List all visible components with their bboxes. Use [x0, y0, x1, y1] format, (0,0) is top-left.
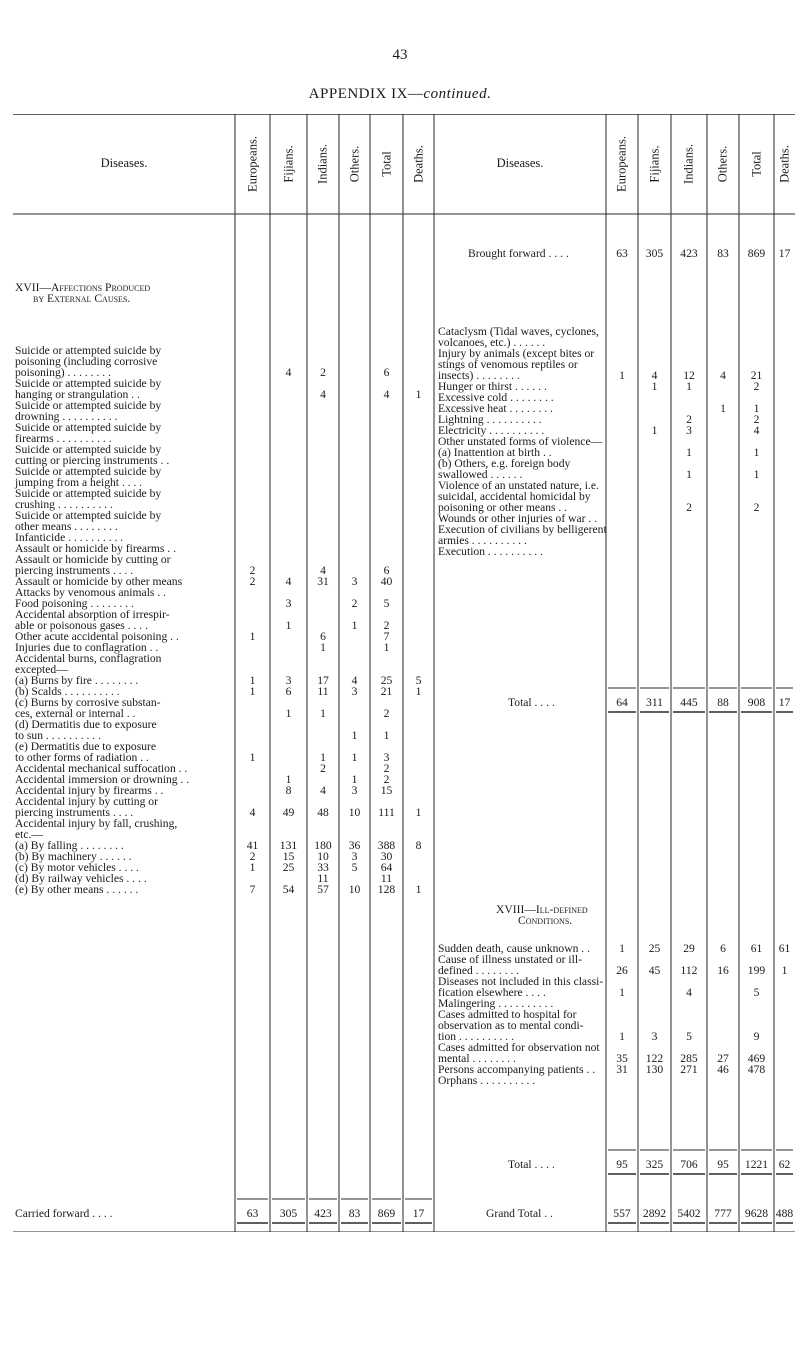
- table-row-label: (e) By other means . . . . . .: [15, 883, 139, 896]
- table-row-value: 199: [747, 964, 766, 977]
- table-row-value: 3: [651, 1030, 658, 1043]
- carried-forward-row-value: 305: [279, 1207, 298, 1220]
- table-row-value: 6: [320, 630, 326, 643]
- table-row-value: 2: [320, 762, 326, 775]
- table-row-label: Suicide or attempted suicide by: [15, 399, 162, 412]
- heading-main: APPENDIX IX—: [308, 86, 424, 102]
- table-row-value: 478: [747, 1063, 766, 1076]
- table-row-label: to sun . . . . . . . . . .: [15, 729, 101, 742]
- column-header-label: Others.: [715, 145, 730, 183]
- table-row-value: 5: [415, 674, 422, 687]
- table-row-value: 1: [651, 424, 658, 437]
- table-row-value: 11: [380, 872, 393, 885]
- table-row-value: 4: [285, 575, 292, 588]
- column-header-label: Deaths.: [411, 145, 425, 183]
- section-title: by External Causes.: [33, 292, 131, 305]
- table-row-value: 4: [753, 424, 760, 437]
- table-row-label: stings of venomous reptiles or: [438, 358, 578, 371]
- table-row-value: 25: [380, 674, 393, 687]
- total-row-value: 311: [646, 696, 663, 709]
- table-row-label: piercing instruments . . . .: [15, 806, 134, 819]
- table-row-label: other means . . . . . . . .: [15, 520, 118, 533]
- brought-forward-row-value: 63: [616, 247, 628, 260]
- table-row-label: excepted—: [15, 663, 68, 676]
- table-row-label: (d) By railway vehicles . . . .: [15, 872, 147, 885]
- table-row-value: 1: [619, 1030, 625, 1043]
- table-row-label: Persons accompanying patients . .: [438, 1063, 596, 1076]
- table-row-value: 111: [378, 806, 395, 819]
- table-row-label: Other unstated forms of violence—: [438, 435, 603, 448]
- table-row-value: 11: [317, 685, 329, 698]
- total-row-value: 64: [616, 696, 628, 709]
- table-row-value: 1: [781, 964, 788, 977]
- total-row-value: 17: [778, 696, 791, 709]
- table-row-value: 25: [648, 942, 661, 955]
- total-row-value: 95: [616, 1158, 628, 1171]
- table-row-label: swallowed . . . . . .: [438, 468, 523, 481]
- table-row-value: 6: [285, 685, 292, 698]
- table-row-value: 1: [351, 619, 358, 632]
- brought-forward-row-label: Brought forward . . . .: [468, 247, 569, 260]
- total-row-label: Total . . . .: [508, 696, 555, 709]
- table-row-value: 49: [282, 806, 295, 819]
- column-header-label: Total: [749, 151, 763, 177]
- table-row-value: 2: [753, 380, 760, 393]
- total-row-value: 325: [645, 1158, 664, 1171]
- table-row-value: 2: [249, 564, 256, 577]
- table-row-label: crushing . . . . . . . . . .: [15, 498, 113, 511]
- table-row-label: Accidental immersion or drowning . .: [15, 773, 190, 786]
- table-row-label: Accidental absorption of irrespir-: [15, 608, 170, 621]
- grand-total-row-label: Grand Total . .: [486, 1207, 553, 1220]
- column-header-label: Others.: [347, 145, 361, 183]
- table-row-value: 388: [377, 839, 396, 852]
- table-row-value: 112: [680, 964, 698, 977]
- table-row-label: Suicide or attempted suicide by: [15, 344, 162, 357]
- table-row-value: 469: [747, 1052, 766, 1065]
- table-row-value: 2: [383, 619, 390, 632]
- table-row-value: 1: [619, 986, 625, 999]
- page-number: 43: [392, 47, 408, 63]
- carried-forward-row-value: 869: [377, 1207, 396, 1220]
- table-row-value: 1: [686, 380, 692, 393]
- table-row-value: 6: [720, 942, 726, 955]
- table-row-value: 21: [750, 369, 763, 382]
- table-row-value: 8: [285, 784, 292, 797]
- table-row-value: 4: [320, 564, 326, 577]
- total-row-value: 445: [680, 696, 698, 709]
- table-row-label: Injuries due to conflagration . .: [15, 641, 159, 654]
- brought-forward-row-value: 869: [747, 247, 766, 260]
- table-row-value: 2: [351, 597, 358, 610]
- total-row-value: 1221: [744, 1158, 769, 1171]
- table-row-label: poisoning (including corrosive: [15, 355, 158, 368]
- column-header: [606, 114, 638, 214]
- table-row-label: poisoning or other means . .: [438, 501, 568, 514]
- table-row-label: Assault or homicide by other means: [15, 575, 183, 588]
- table-row-value: 31: [616, 1063, 628, 1076]
- heading-continued: continued.: [423, 86, 492, 102]
- table-row-label: Assault or homicide by firearms . .: [15, 542, 176, 555]
- table-row-value: 130: [645, 1063, 664, 1076]
- table-row-label: Accidental injury by firearms . .: [15, 784, 164, 797]
- table-row-value: 1: [249, 861, 256, 874]
- table-row-value: 4: [249, 806, 256, 819]
- table-row-value: 41: [246, 839, 259, 852]
- table-row-value: 1: [351, 751, 358, 764]
- table-row-value: 271: [680, 1063, 698, 1076]
- table-row-value: 26: [616, 964, 628, 977]
- total-row-label: Total . . . .: [508, 1158, 555, 1171]
- table-row-value: 1: [753, 468, 760, 481]
- table-row-value: 33: [317, 861, 329, 874]
- table-row-label: suicidal, accidental homicidal by: [438, 490, 591, 503]
- table-row-value: 1: [383, 729, 390, 742]
- table-row-value: 3: [686, 424, 692, 437]
- table-row-value: 4: [720, 369, 726, 382]
- table-row-label: Infanticide . . . . . . . . . .: [15, 531, 124, 544]
- table-row-label: Suicide or attempted suicide by: [15, 487, 162, 500]
- table-row-label: able or poisonous gases . . . .: [15, 619, 148, 632]
- column-header: [370, 114, 403, 214]
- table-row-value: 12: [683, 369, 695, 382]
- table-row-value: 4: [686, 986, 692, 999]
- column-header-label: Indians.: [681, 144, 696, 184]
- table-row-value: 2: [383, 707, 390, 720]
- table-row-value: 1: [320, 641, 326, 654]
- table-row-label: armies . . . . . . . . . .: [438, 534, 527, 547]
- table-row-value: 10: [348, 883, 361, 896]
- carried-forward-row-label: Carried forward . . . .: [15, 1207, 113, 1220]
- table-row-label: (a) Inattention at birth . .: [438, 446, 552, 459]
- grand-total-row-value: 557: [613, 1207, 631, 1220]
- total-row-value: 95: [717, 1158, 729, 1171]
- table-row-label: tion . . . . . . . . . .: [438, 1030, 515, 1043]
- table-row-label: observation as to mental condi-: [438, 1019, 584, 1032]
- table-row-value: 1: [285, 773, 292, 786]
- table-row-label: mental . . . . . . . .: [438, 1052, 516, 1065]
- table-row-value: 1: [351, 729, 358, 742]
- table-row-value: 180: [314, 839, 332, 852]
- table-row-value: 131: [279, 839, 298, 852]
- table-row-label: Assault or homicide by cutting or: [15, 553, 171, 566]
- table-row-label: Suicide or attempted suicide by: [15, 509, 162, 522]
- table-row-label: Suicide or attempted suicide by: [15, 465, 162, 478]
- table-row-label: poisoning) . . . . . . . .: [15, 366, 111, 379]
- table-row-label: Excessive cold . . . . . . . .: [438, 391, 554, 404]
- table-row-value: 2: [753, 413, 760, 426]
- table-row-value: 61: [778, 942, 791, 955]
- table-row-label: firearms . . . . . . . . . .: [15, 432, 112, 445]
- column-header: [638, 114, 671, 214]
- table-row-label: Lightning . . . . . . . . . .: [438, 413, 542, 426]
- table-row-value: 1: [383, 641, 390, 654]
- table-row-value: 4: [383, 388, 390, 401]
- table-row-label: Diseases not included in this classi-: [438, 975, 604, 988]
- table-row-label: Hunger or thirst . . . . . .: [438, 380, 547, 393]
- table-row-label: drowning . . . . . . . . . .: [15, 410, 118, 423]
- section-title: Conditions.: [518, 914, 573, 927]
- table-row-label: Food poisoning . . . . . . . .: [15, 597, 134, 610]
- total-row-value: 908: [747, 696, 766, 709]
- table-row-label: (d) Dermatitis due to exposure: [15, 718, 157, 731]
- table-row-label: (b) Others, e.g. foreign body: [438, 457, 571, 470]
- table-row-label: (b) By machinery . . . . . .: [15, 850, 132, 863]
- table-row-value: 25: [282, 861, 295, 874]
- table-row-label: Attacks by venomous animals . .: [15, 586, 167, 599]
- carried-forward-row-value: 423: [314, 1207, 332, 1220]
- table-row-value: 7: [383, 630, 390, 643]
- table-row-value: 1: [651, 380, 658, 393]
- table-row-value: 40: [380, 575, 393, 588]
- table-row-label: (a) By falling . . . . . . . .: [15, 839, 124, 852]
- table-row-value: 2: [249, 850, 256, 863]
- table-row-value: 11: [317, 872, 329, 885]
- table-row-value: 1: [249, 630, 256, 643]
- carried-forward-row-value: 17: [412, 1207, 425, 1220]
- table-row-value: 2: [753, 501, 760, 514]
- table-row-value: 4: [351, 674, 358, 687]
- brought-forward-row-value: 305: [645, 247, 664, 260]
- table-row-value: 1: [753, 402, 760, 415]
- table-row-value: 4: [285, 366, 292, 379]
- table-row-value: 1: [249, 685, 256, 698]
- table-row-label: Suicide or attempted suicide by: [15, 443, 162, 456]
- statistics-table: [13, 114, 795, 1232]
- column-header: [671, 114, 707, 214]
- table-row-label: to other forms of radiation . .: [15, 751, 149, 764]
- table-row-label: Cases admitted to hospital for: [438, 1008, 577, 1021]
- table-row-label: jumping from a height . . . .: [15, 476, 143, 489]
- table-row-value: 3: [351, 685, 358, 698]
- diseases-header-left: Diseases.: [100, 156, 148, 170]
- table-row-value: 4: [320, 388, 326, 401]
- table-row-label: Suicide or attempted suicide by: [15, 377, 162, 390]
- table-row-value: 54: [282, 883, 295, 896]
- table-row-label: Cause of illness unstated or ill-: [438, 953, 582, 966]
- brought-forward-row-value: 83: [717, 247, 729, 260]
- table-row-value: 5: [383, 597, 390, 610]
- table-row-value: 3: [383, 751, 390, 764]
- table-row-value: 4: [320, 784, 326, 797]
- table-row-label: Malingering . . . . . . . . . .: [438, 997, 554, 1010]
- table-row-label: insects) . . . . . . . .: [438, 369, 520, 382]
- table-row-label: fication elsewhere . . . .: [438, 986, 546, 999]
- column-header-label: Fijians.: [647, 145, 661, 183]
- column-header: [235, 114, 270, 214]
- table-row-value: 10: [317, 850, 329, 863]
- column-header-label: Europeans.: [614, 136, 629, 192]
- table-row-value: 2: [383, 762, 390, 775]
- table-row-value: 1: [249, 674, 256, 687]
- table-row-label: Injury by animals (except bites or: [438, 347, 595, 360]
- total-row-value: 62: [778, 1158, 791, 1171]
- brought-forward-row-value: 17: [778, 247, 791, 260]
- table-row-label: volcanoes, etc.) . . . . . .: [438, 336, 546, 349]
- table-row-label: Other acute accidental poisoning . .: [15, 630, 179, 643]
- grand-total-row-value: 2892: [642, 1207, 667, 1220]
- table-row-value: 29: [683, 942, 695, 955]
- table-row-label: Accidental injury by cutting or: [15, 795, 158, 808]
- table-row-value: 1: [686, 468, 692, 481]
- table-row-value: 1: [686, 446, 692, 459]
- table-row-label: Electricity . . . . . . . . . .: [438, 424, 545, 437]
- table-row-value: 3: [351, 784, 358, 797]
- table-row-label: Execution of civilians by belligerent: [438, 523, 607, 536]
- section-title: XVII—Affections Produced: [15, 281, 151, 294]
- table-row-value: 122: [645, 1052, 664, 1065]
- table-row-label: Suicide or attempted suicide by: [15, 421, 162, 434]
- column-header-label: Europeans.: [245, 136, 259, 192]
- diseases-header-right: Diseases.: [496, 156, 544, 170]
- table-row-label: Violence of an unstated nature, i.e.: [438, 479, 599, 492]
- table-row-label: cutting or piercing instruments . .: [15, 454, 170, 467]
- table-row-label: (c) Burns by corrosive substan-: [15, 696, 161, 709]
- table-row-value: 1: [619, 369, 625, 382]
- table-row-label: hanging or strangulation . .: [15, 388, 140, 401]
- page-heading: [0, 86, 800, 103]
- table-row-value: 15: [282, 850, 295, 863]
- total-row-value: 706: [680, 1158, 698, 1171]
- table-row-label: Excessive heat . . . . . . . .: [438, 402, 553, 415]
- table-row-value: 1: [415, 685, 422, 698]
- table-row-label: (b) Scalds . . . . . . . . . .: [15, 685, 120, 698]
- table-row-value: 1: [351, 773, 358, 786]
- table-row-label: (a) Burns by fire . . . . . . . .: [15, 674, 139, 687]
- table-row-value: 36: [348, 839, 361, 852]
- table-row-value: 1: [415, 883, 422, 896]
- table-row-value: 35: [616, 1052, 628, 1065]
- table-row-value: 3: [285, 597, 292, 610]
- table-row-value: 128: [377, 883, 396, 896]
- table-row-label: defined . . . . . . . .: [438, 964, 520, 977]
- table-row-value: 285: [680, 1052, 698, 1065]
- table-row-value: 45: [648, 964, 661, 977]
- table-row-value: 31: [317, 575, 329, 588]
- column-header-label: Deaths.: [777, 145, 791, 183]
- table-row-label: Wounds or other injuries of war . .: [438, 512, 598, 525]
- table-row-label: (e) Dermatitis due to exposure: [15, 740, 157, 753]
- table-row-label: Accidental mechanical suffocation . .: [15, 762, 188, 775]
- column-header: [707, 114, 739, 214]
- column-header: [270, 114, 307, 214]
- table-row-value: 1: [320, 751, 326, 764]
- table-row-label: ces, external or internal . .: [15, 707, 136, 720]
- table-row-value: 30: [380, 850, 393, 863]
- table-row-value: 7: [249, 883, 256, 896]
- table-row-value: 3: [285, 674, 292, 687]
- table-row-label: piercing instruments . . . .: [15, 564, 134, 577]
- table-row-value: 3: [351, 850, 358, 863]
- table-row-value: 2: [320, 366, 326, 379]
- table-row-value: 21: [380, 685, 393, 698]
- table-row-value: 17: [317, 674, 329, 687]
- table-row-value: 9: [753, 1030, 760, 1043]
- table-row-value: 5: [686, 1030, 692, 1043]
- table-row-label: etc.—: [15, 828, 44, 841]
- section-title: XVIII—Ill-defined: [496, 903, 588, 916]
- table-row-value: 46: [717, 1063, 729, 1076]
- table-row-value: 6: [383, 366, 390, 379]
- table-row-value: 2: [686, 413, 692, 426]
- table-row-label: Accidental injury by fall, crushing,: [15, 817, 178, 830]
- table-row-value: 57: [317, 883, 329, 896]
- table-row-label: Cases admitted for observation not: [438, 1041, 600, 1054]
- table-row-value: 8: [415, 839, 422, 852]
- table-row-value: 2: [383, 773, 390, 786]
- table-row-value: 1: [753, 446, 760, 459]
- table-row-label: Orphans . . . . . . . . . .: [438, 1074, 536, 1087]
- table-row-label: Sudden death, cause unknown . .: [438, 942, 590, 955]
- table-row-value: 1: [320, 707, 326, 720]
- table-row-value: 48: [317, 806, 329, 819]
- table-row-label: Cataclysm (Tidal waves, cyclones,: [438, 325, 599, 338]
- column-header: [339, 114, 370, 214]
- table-row-value: 5: [351, 861, 358, 874]
- column-header-label: Indians.: [315, 144, 330, 184]
- column-header: [403, 114, 434, 214]
- table-row-value: 1: [720, 402, 726, 415]
- table-row-value: 5: [753, 986, 760, 999]
- carried-forward-row-value: 63: [246, 1207, 259, 1220]
- grand-total-row-value: 488: [775, 1207, 794, 1220]
- table-row-value: 27: [717, 1052, 729, 1065]
- table-row-value: 1: [415, 388, 422, 401]
- table-row-label: Accidental burns, conflagration: [15, 652, 162, 665]
- column-header-label: Total: [379, 151, 393, 177]
- table-row-value: 16: [717, 964, 729, 977]
- table-row-value: 64: [380, 861, 393, 874]
- column-header: [774, 114, 795, 214]
- grand-total-row-value: 777: [714, 1207, 732, 1220]
- table-row-label: Execution . . . . . . . . . .: [438, 545, 543, 558]
- brought-forward-row-value: 423: [680, 247, 698, 260]
- table-row-value: 1: [249, 751, 256, 764]
- table-row-value: 15: [380, 784, 393, 797]
- table-row-value: 2: [249, 575, 256, 588]
- table-row-value: 1: [619, 942, 625, 955]
- table-row-label: (c) By motor vehicles . . . .: [15, 861, 139, 874]
- table-row-value: 4: [651, 369, 658, 382]
- column-header: [307, 114, 339, 214]
- table-row-value: 1: [285, 619, 292, 632]
- grand-total-row-value: 5402: [677, 1207, 701, 1220]
- column-header-label: Fijians.: [281, 145, 295, 183]
- table-row-value: 1: [285, 707, 292, 720]
- table-row-value: 6: [383, 564, 390, 577]
- table-row-value: 3: [351, 575, 358, 588]
- carried-forward-row-value: 83: [348, 1207, 361, 1220]
- total-row-value: 88: [717, 696, 729, 709]
- table-row-value: 1: [415, 806, 422, 819]
- table-row-value: 10: [348, 806, 361, 819]
- grand-total-row-value: 9628: [744, 1207, 769, 1220]
- table-row-value: 61: [750, 942, 763, 955]
- column-header: [739, 114, 774, 214]
- table-row-value: 2: [686, 501, 692, 514]
